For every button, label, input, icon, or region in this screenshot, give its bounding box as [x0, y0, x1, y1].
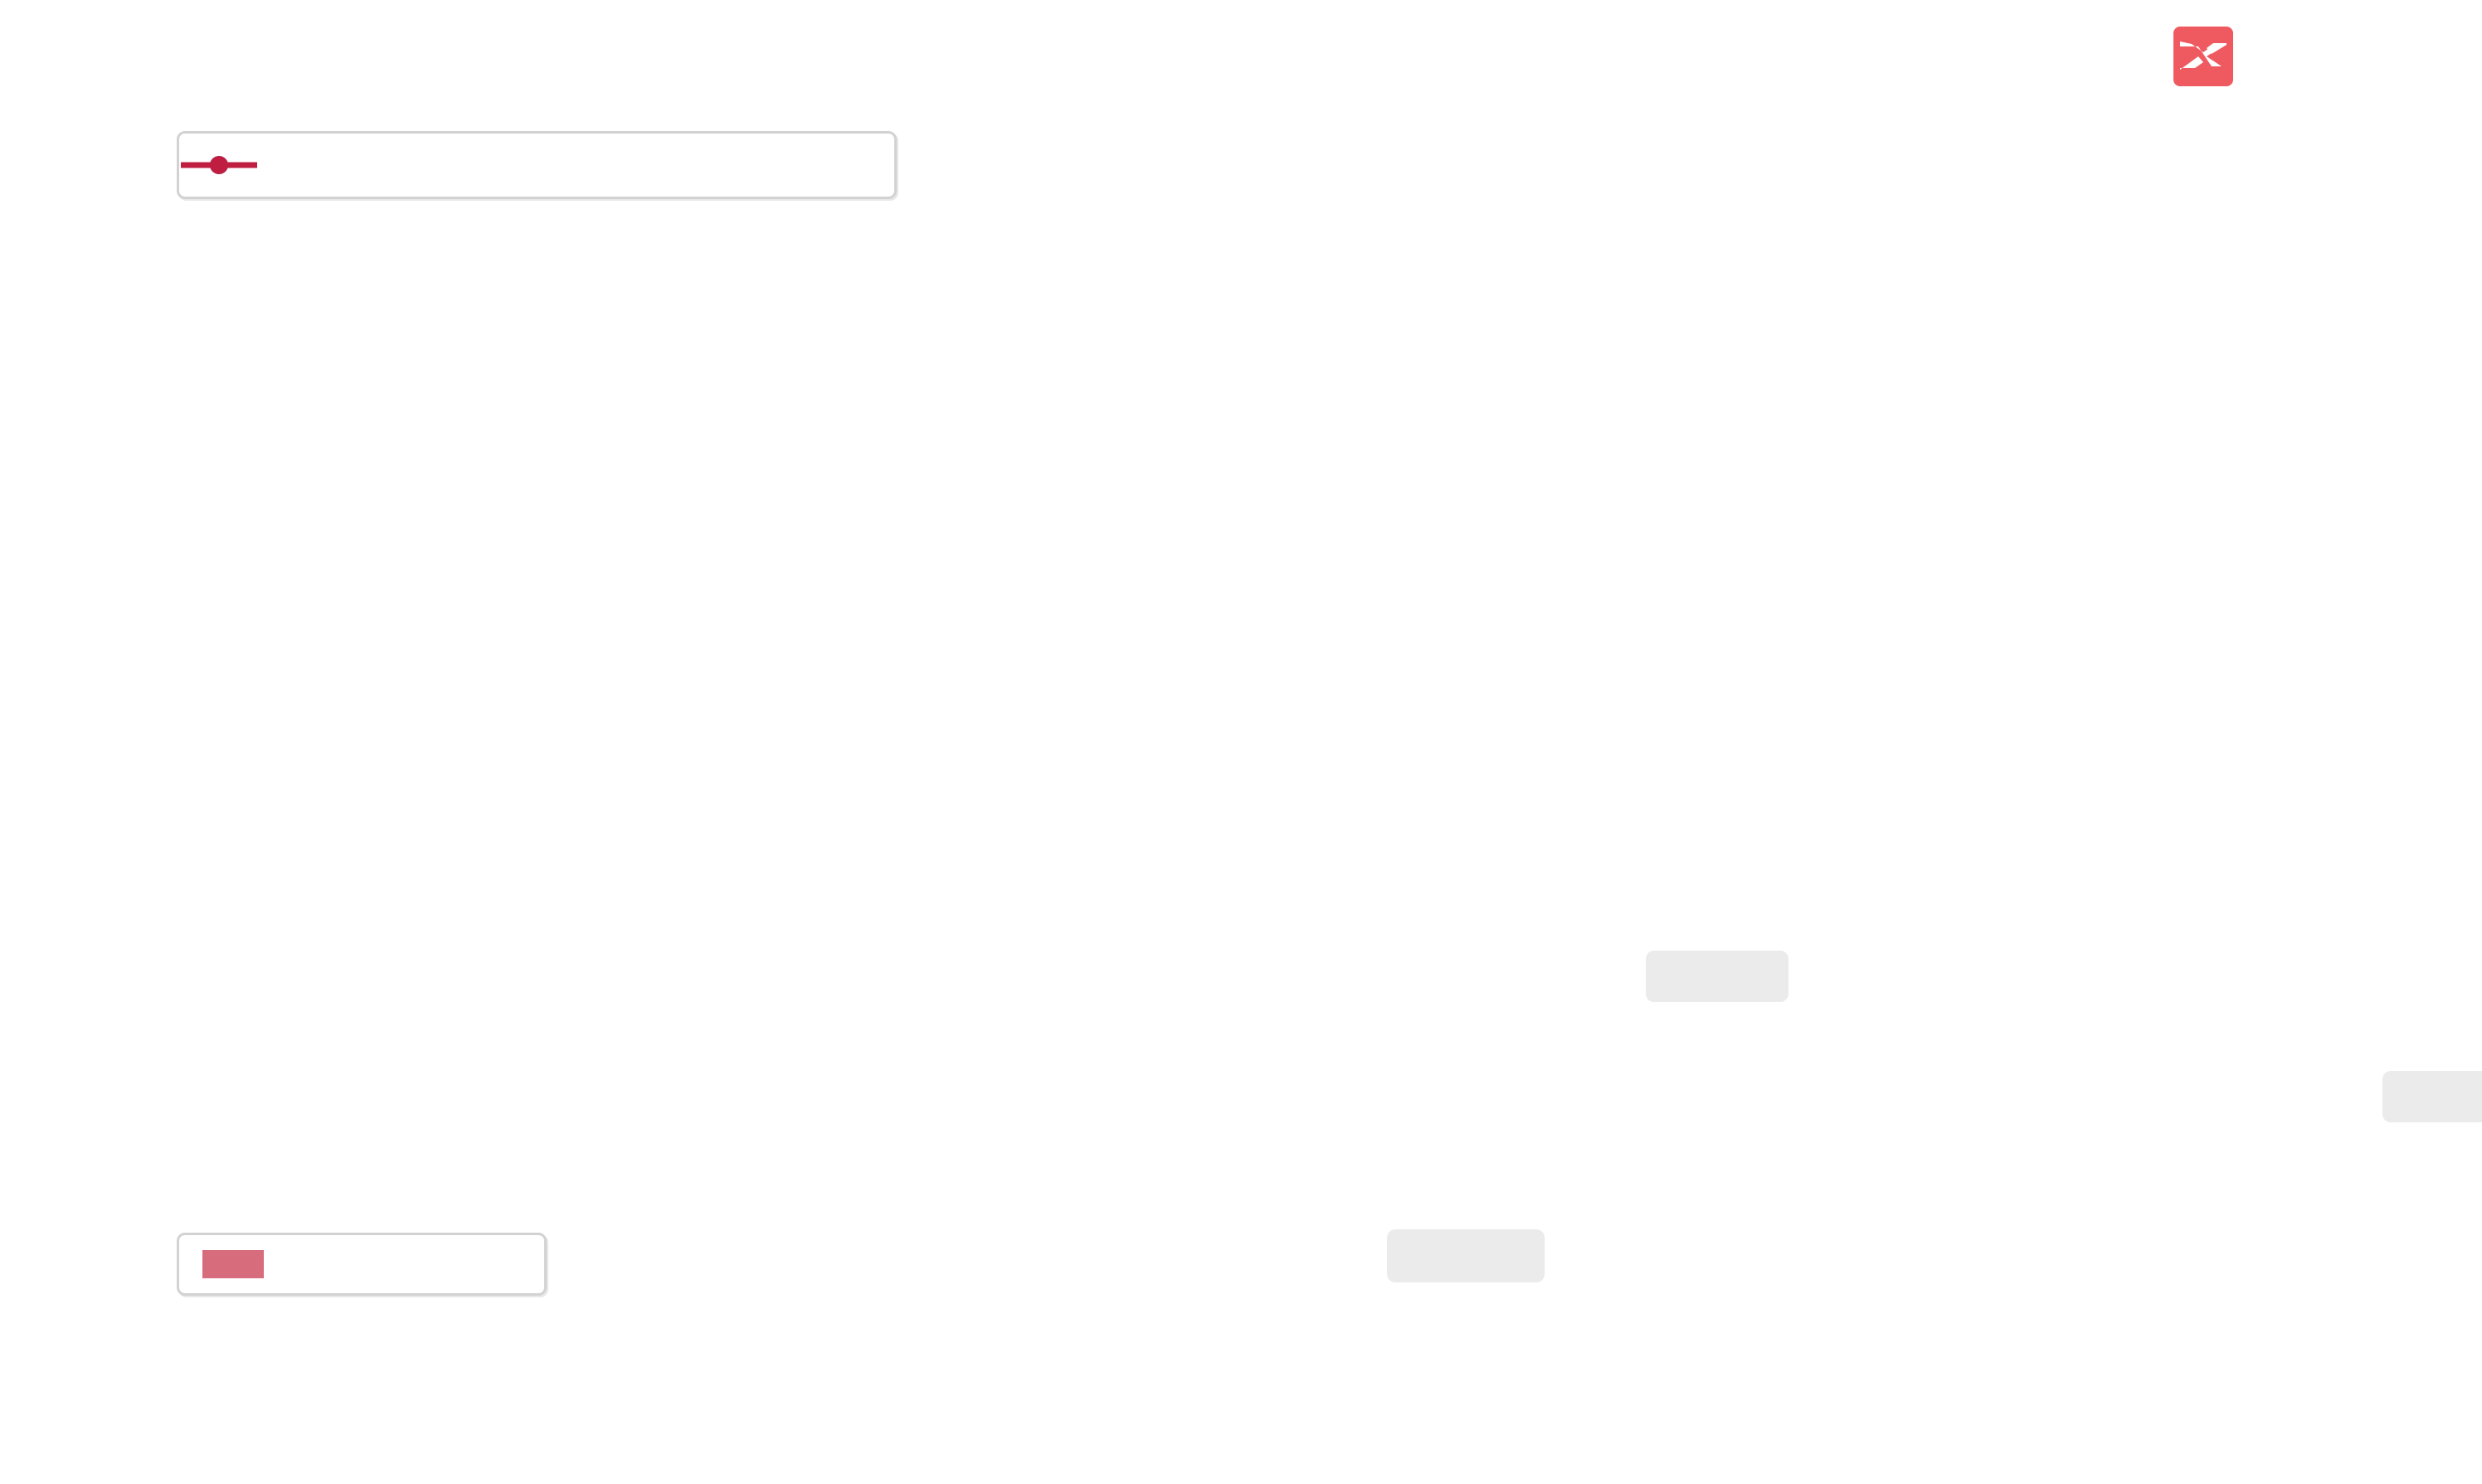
real-line-swatch-icon — [179, 151, 259, 179]
annotation-minus-22-9 — [1387, 1229, 1545, 1282]
top-legend — [177, 131, 897, 199]
annotation-21-1 — [1646, 951, 1788, 1002]
bar-swatch-icon — [202, 1250, 264, 1278]
bottom-legend — [177, 1233, 547, 1296]
annotation-minus-0-3 — [2382, 1071, 2482, 1122]
